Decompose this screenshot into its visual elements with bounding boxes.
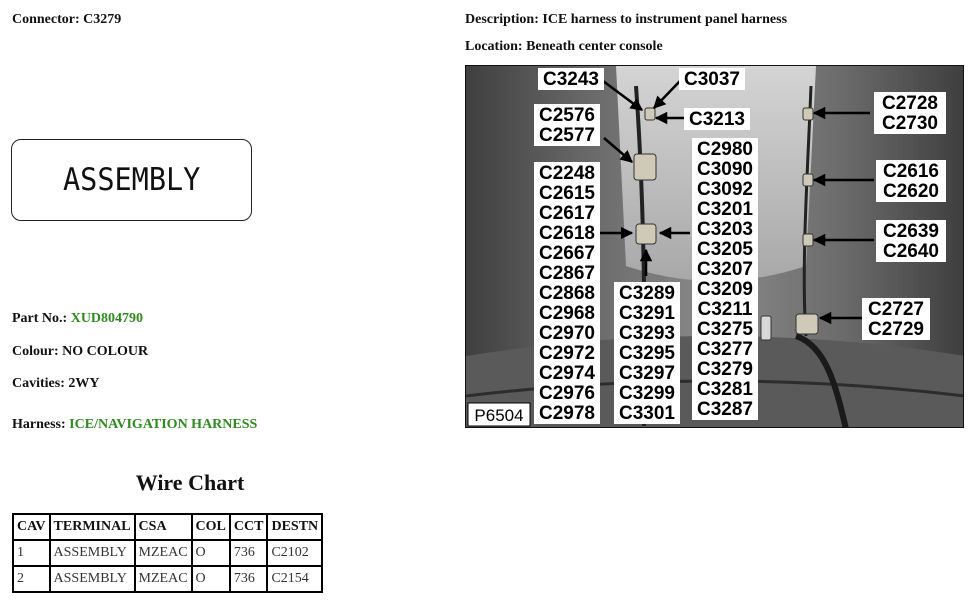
- connector-callout-label: C2978: [539, 403, 595, 424]
- cell-destn: C2102: [267, 540, 322, 566]
- connector-callout-label: C3203: [697, 219, 753, 240]
- connector-callout-label: C3297: [619, 363, 675, 384]
- connector-callout-label: C2974: [539, 363, 595, 384]
- harness-label: Harness:: [12, 417, 66, 432]
- connector-callout-label: C2620: [883, 181, 939, 202]
- connector-callout-label: C2639: [883, 221, 939, 242]
- description-label: Description:: [465, 12, 539, 27]
- connector-drawing: [11, 139, 252, 221]
- connector-callout-label: C3243: [543, 69, 599, 90]
- connector-callout-label: C3209: [697, 279, 753, 300]
- connector-shape: [761, 316, 771, 340]
- cavities-label: Cavities:: [12, 376, 65, 391]
- connector-callout-label: C3287: [697, 399, 753, 420]
- connector-callout-label: C3281: [697, 379, 753, 400]
- connector-callout-label: C2730: [882, 113, 938, 134]
- connector-callout-label: C2867: [539, 263, 595, 284]
- wire-chart-header-row: [13, 514, 322, 540]
- cell-csa: MZEAC: [135, 566, 192, 592]
- connector-callout-label: C3277: [697, 339, 753, 360]
- connector-shape: [796, 314, 818, 334]
- description-field: [465, 12, 787, 28]
- table-row: [13, 540, 322, 566]
- cell-terminal: ASSEMBLY: [50, 540, 135, 566]
- connector-callout-label: C2972: [539, 343, 595, 364]
- connector-callout-label: C2640: [883, 241, 939, 262]
- colour-value: NO COLOUR: [62, 344, 149, 359]
- connector-callout-label: C2617: [539, 203, 595, 224]
- connector-shape: [803, 108, 813, 120]
- cell-cct: 736: [230, 566, 268, 592]
- cell-csa: MZEAC: [135, 540, 192, 566]
- connector-callout-label: C3289: [619, 283, 675, 304]
- connector-callout-label: C2728: [882, 93, 938, 114]
- cell-cav: 1: [13, 540, 50, 566]
- connector-callout-label: C3299: [619, 383, 675, 404]
- connector-shape: [803, 234, 813, 246]
- connector-callout-label: C3207: [697, 259, 753, 280]
- connector-callout-label: C2980: [697, 139, 753, 160]
- connector-callout-label: C3201: [697, 199, 753, 220]
- harness-field: [12, 417, 257, 433]
- description-value: ICE harness to instrument panel harness: [542, 12, 788, 27]
- harness-link[interactable]: ICE/NAVIGATION HARNESS: [69, 417, 258, 432]
- connector-shape: [645, 108, 655, 120]
- part-no-link[interactable]: XUD804790: [70, 311, 144, 326]
- connector-callout-label: C2615: [539, 183, 595, 204]
- location-value: Beneath center console: [526, 39, 663, 54]
- location-field: [465, 39, 663, 55]
- cavities-value: 2WY: [68, 376, 100, 391]
- connector-callout-label: C2248: [539, 163, 595, 184]
- wire-chart-table: [12, 513, 323, 593]
- connector-callout-label: C3291: [619, 303, 675, 324]
- colour-field: [12, 344, 148, 360]
- cell-cav: 2: [13, 566, 50, 592]
- connector-callout-label: C2576: [539, 105, 595, 126]
- connector-callout-label: C3090: [697, 159, 753, 180]
- connector-value: C3279: [83, 12, 122, 27]
- wire-chart-title: Wire Chart: [135, 470, 245, 495]
- connector-callout-label: C2577: [539, 125, 595, 146]
- connector-shape: [636, 224, 656, 244]
- connector-callout-label: C3275: [697, 319, 753, 340]
- connector-label: Connector:: [12, 12, 80, 27]
- connector-callout-label: C3092: [697, 179, 753, 200]
- cell-col: O: [192, 540, 230, 566]
- connector-callout-label: C3037: [684, 69, 740, 90]
- location-label: Location:: [465, 39, 523, 54]
- connector-callout-label: C3211: [697, 299, 753, 320]
- cell-terminal: ASSEMBLY: [50, 566, 135, 592]
- connector-callout-label: C2667: [539, 243, 595, 264]
- connector-callout-label: C3279: [697, 359, 753, 380]
- connector-callout-label: C3205: [697, 239, 753, 260]
- connector-callout-label: C3213: [689, 109, 745, 130]
- header-cav: CAV: [13, 514, 50, 540]
- header-terminal: TERMINAL: [50, 514, 135, 540]
- cell-cct: 736: [230, 540, 268, 566]
- connector-callout-label: C2727: [868, 299, 924, 320]
- connector-callout-label: C3301: [619, 403, 675, 424]
- cell-destn: C2154: [267, 566, 322, 592]
- colour-label: Colour:: [12, 344, 59, 359]
- connector-field: [12, 12, 121, 28]
- connector-callout-label: C2618: [539, 223, 595, 244]
- header-destn: DESTN: [267, 514, 322, 540]
- part-no-field: [12, 311, 143, 327]
- location-photo: [465, 65, 964, 428]
- connector-callout-label: C3295: [619, 343, 675, 364]
- connector-callout-label: C3293: [619, 323, 675, 344]
- connector-callout-label: C2968: [539, 303, 595, 324]
- connector-callout-label: C2729: [868, 319, 924, 340]
- connector-callout-label: C2976: [539, 383, 595, 404]
- header-col: COL: [192, 514, 230, 540]
- assembly-text: ASSEMBLY: [62, 162, 201, 198]
- cavities-field: [12, 376, 100, 392]
- connector-callout-label: C2616: [883, 161, 939, 182]
- connector-callout-label: C2970: [539, 323, 595, 344]
- header-csa: CSA: [135, 514, 192, 540]
- photo-ref-text: P6504: [474, 406, 524, 425]
- location-photo-svg: [466, 66, 964, 428]
- connector-shape: [634, 154, 656, 180]
- part-no-label: Part No.:: [12, 311, 68, 326]
- connector-callout-label: C2868: [539, 283, 595, 304]
- cell-col: O: [192, 566, 230, 592]
- connector-shape: [803, 174, 813, 186]
- header-cct: CCT: [230, 514, 268, 540]
- table-row: [13, 566, 322, 592]
